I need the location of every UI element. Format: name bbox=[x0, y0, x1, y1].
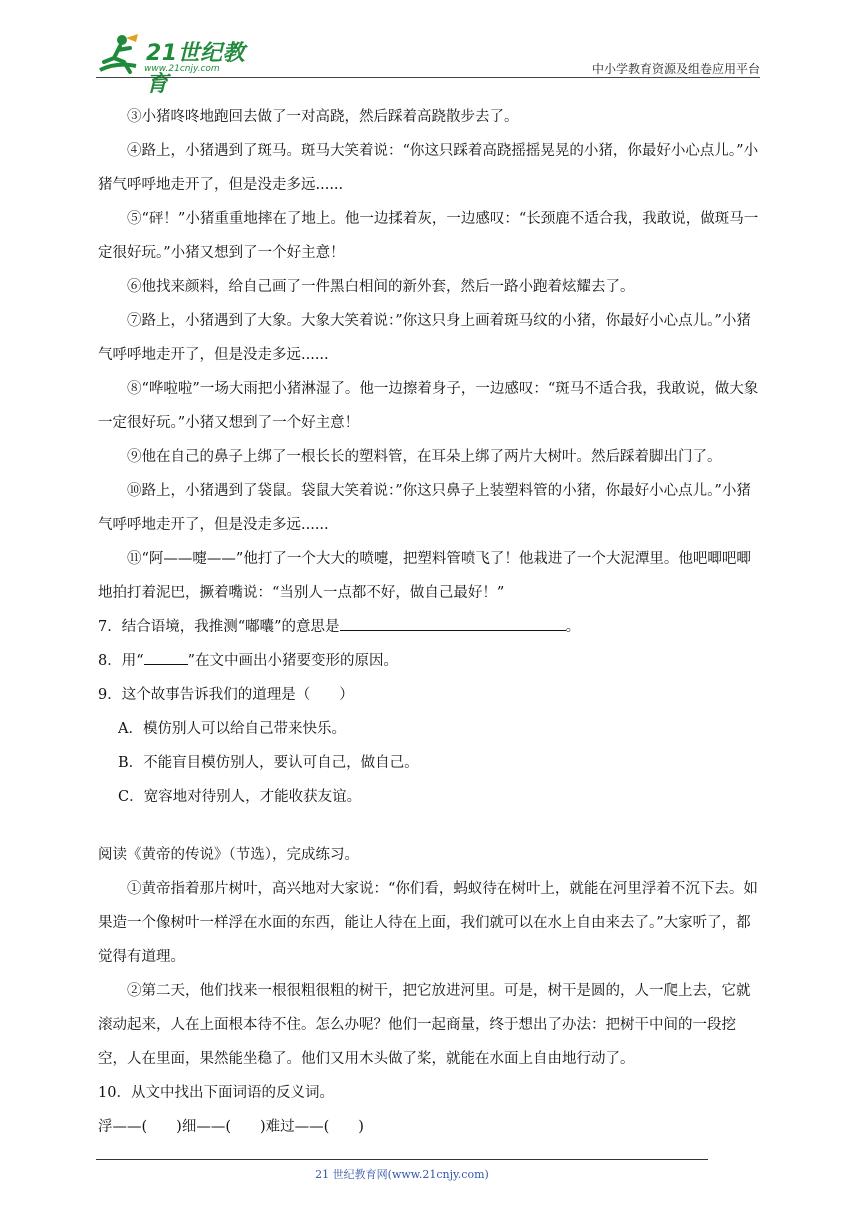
question-10: 10．从文中找出下面词语的反义词。 bbox=[98, 1085, 334, 1101]
question-7 bbox=[98, 610, 760, 644]
story-paragraph-5: ⑤“砰！”小猪重重地摔在了地上。他一边揉着灰，一边感叹：“长颈鹿不适合我，我敢说，做斑马一定很好玩。”小猪又想到了一个好主意！ bbox=[98, 211, 759, 261]
story-paragraph-11: ⑪“阿——嚏——”他打了一个大大的喷嚏，把塑料管喷飞了！他栽进了一个大泥潭里。他吧唧吧唧地拍打着泥巴，撅着嘴说：“当别人一点都不好，做自己最好！” bbox=[98, 551, 751, 601]
question-8-text: 8．用“ bbox=[98, 653, 144, 669]
reading-intro: 阅读《黄帝的传说》（节选），完成练习。 bbox=[98, 847, 359, 863]
reading-paragraph-2: ②第二天，他们找来一根很粗很粗的树干，把它放进河里。可是，树干是圆的，人一爬上去，它就滚动起来，人在上面根本待不住。怎么办呢？他们一起商量，终于想出了办法：把树干中间的一段挖空，人在里面，果然能坐稳了。他们又用木头做了桨，就能在水面上自由地行动了。 bbox=[98, 983, 751, 1067]
runner-logo-icon bbox=[96, 32, 148, 78]
answer-blank[interactable] bbox=[340, 614, 566, 631]
story-paragraph-3: ③小猪咚咚地跑回去做了一对高跷，然后踩着高跷散步去了。 bbox=[127, 109, 519, 125]
question-10-blanks[interactable]: 浮——( )细——( )难过——( ) bbox=[98, 1119, 364, 1135]
option-b[interactable]: B．不能盲目模仿别人，要认可自己，做自己。 bbox=[118, 755, 419, 771]
footer-divider bbox=[96, 1159, 708, 1160]
story-paragraph-8: ⑧“哗啦啦”一场大雨把小猪淋湿了。他一边擦着身子，一边感叹：“斑马不适合我，我敢说，做大象一定很好玩。”小猪又想到了一个好主意！ bbox=[98, 381, 759, 431]
page-header bbox=[96, 32, 760, 97]
platform-name: 中小学教育资源及组卷应用平台 bbox=[591, 62, 760, 76]
header-divider bbox=[96, 77, 760, 78]
option-c[interactable]: C．宽容地对待别人，才能收获友谊。 bbox=[118, 789, 362, 805]
logo-url: www.21cnjy.com bbox=[144, 64, 220, 74]
question-7-end: 。 bbox=[565, 619, 581, 635]
story-paragraph-10: ⑩路上，小猪遇到了袋鼠。袋鼠大笑着说：”你这只鼻子上装塑料管的小猪，你最好小心点儿。”小猪气呼呼地走开了，但是没走多远...... bbox=[98, 483, 751, 533]
story-paragraph-7: ⑦路上，小猪遇到了大象。大象大笑着说：”你这只身上画着斑马纹的小猪，你最好小心点儿。”小猪气呼呼地走开了，但是没走多远...... bbox=[98, 313, 751, 363]
document-body bbox=[98, 100, 760, 1144]
story-paragraph-6: ⑥他找来颜料，给自己画了一件黑白相间的新外套，然后一路小跑着炫耀去了。 bbox=[127, 279, 635, 295]
option-a[interactable]: A．模仿别人可以给自己带来快乐。 bbox=[118, 721, 346, 737]
page-footer: 21 世纪教育网(www.21cnjy.com) bbox=[315, 1168, 489, 1181]
question-8 bbox=[98, 644, 760, 678]
question-7-text: 7．结合语境，我推测“嘟囔”的意思是 bbox=[98, 619, 340, 635]
section-gap bbox=[98, 814, 760, 838]
question-9: 9．这个故事告诉我们的道理是（ ） bbox=[98, 687, 354, 703]
underline-mark bbox=[144, 648, 188, 665]
reading-paragraph-1: ①黄帝指着那片树叶，高兴地对大家说：“你们看，蚂蚁待在树叶上，就能在河里浮着不沉下去。如果造一个像树叶一样浮在水面的东西，能让人待在上面，我们就可以在水上自由来去了。”大家听了，都觉得有道理。 bbox=[98, 881, 758, 965]
story-paragraph-9: ⑨他在自己的鼻子上绑了一根长长的塑料管，在耳朵上绑了两片大树叶。然后踩着脚出门了。 bbox=[127, 449, 722, 465]
question-8-end: ”在文中画出小猪要变形的原因。 bbox=[187, 653, 399, 669]
story-paragraph-4: ④路上，小猪遇到了斑马。斑马大笑着说：“你这只踩着高跷摇摇晃晃的小猪，你最好小心点儿。”小猪气呼呼地走开了，但是没走多远...... bbox=[98, 143, 759, 193]
logo-text: 21世纪教育 bbox=[146, 41, 246, 97]
logo bbox=[96, 32, 266, 97]
